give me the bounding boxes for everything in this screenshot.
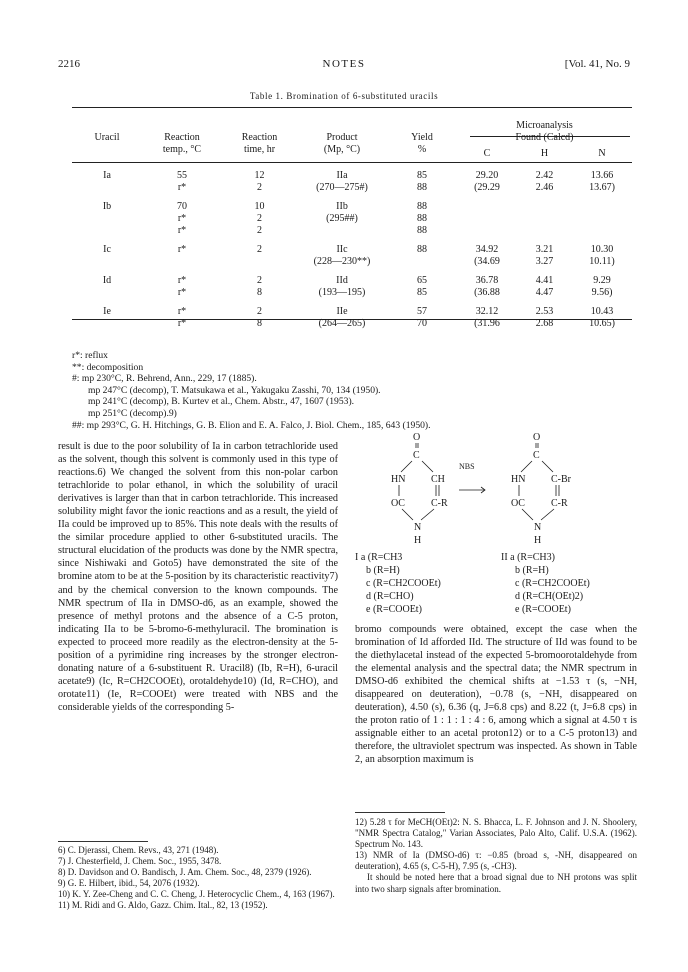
cell-temp: r*	[177, 306, 187, 317]
cell-temp: 70	[177, 201, 187, 212]
scheme-label-IId: d (R=CH(OEt)2)	[515, 591, 584, 602]
cell-yield: 88	[417, 244, 427, 255]
table-row	[72, 306, 632, 318]
right-paragraph: bromo compounds were obtained, except the case when the bromination of Id afforded IId. The structure of IId was found to be the diethylacetal instead of the expected 5-bromoorotaldehyde from the elemental analysis and the spectral data; the NMR spectrum in DMSO-d6 exhibited the chemical shifts at −1.53 τ (s, −NH, disappeared on deuteration), −0.78 (s, −NH, disappeared on deuteration), 4.50 (s), 6.36 (q, J=6.8 cps) and 8.22 (t, J=6.8 cps) in the proton ratio of 1 : 1 : 1 : 4 : 6, among which a signal at 4.50 τ is assignable either to an acetal proton12) or to a C-5 proton13) and therefore, the ultraviolet spectrum was inspected. As shown in Table 2, an absorption maximum is	[355, 624, 637, 766]
scheme-label-IIb: b (R=H)	[515, 565, 549, 576]
cell-product: IIc	[336, 244, 348, 255]
footnote-8: 8) D. Davidson and O. Bandisch, J. Am. Chem. Soc., 48, 2379 (1926).	[58, 867, 312, 878]
cell-H: 2.53	[535, 306, 554, 317]
svg-text:OC: OC	[391, 498, 405, 509]
cell-product	[297, 225, 387, 237]
scheme-label-Id: d (R=CHO)	[366, 591, 414, 602]
cell-time: 2	[257, 275, 262, 286]
cell-time: 2	[257, 213, 262, 224]
cell-time: 8	[257, 318, 262, 329]
cell-temp: r*	[177, 182, 187, 193]
cell-yield: 57	[417, 306, 427, 317]
note-reflux: r*: reflux	[72, 350, 108, 361]
cell-N: 10.43	[590, 306, 614, 317]
svg-text:HN: HN	[511, 474, 526, 485]
col-header-temp-2: temp., °C	[162, 144, 202, 155]
page-number: 2216	[58, 58, 80, 70]
cell-product: IIe	[336, 306, 348, 317]
cell-N	[572, 201, 632, 213]
col-header-time-2: time, hr	[243, 144, 276, 155]
table-row	[72, 244, 632, 256]
cell-temp: r*	[177, 213, 187, 224]
cell-product: IIb	[336, 201, 348, 212]
table-row	[72, 225, 632, 237]
cell-product: (228—230**)	[313, 256, 371, 267]
cell-time: 2	[257, 244, 262, 255]
running-header	[58, 58, 630, 74]
table-row	[72, 318, 632, 330]
cell-temp: r*	[177, 275, 187, 286]
svg-text:N: N	[414, 522, 422, 533]
cell-temp: r*	[177, 318, 187, 329]
svg-text:O: O	[533, 432, 541, 443]
cell-time: 8	[257, 287, 262, 298]
cell-time: 2	[257, 306, 262, 317]
cell-uracil: Id	[102, 275, 112, 286]
cell-yield: 70	[417, 318, 427, 329]
cell-product: (270—275#)	[316, 182, 368, 193]
cell-H: 2.68	[535, 318, 554, 329]
svg-text:CH: CH	[431, 474, 445, 485]
cell-temp: 55	[177, 170, 187, 181]
col-header-yield-2: %	[417, 144, 427, 155]
cell-uracil	[72, 225, 142, 237]
col-header-uracil: Uracil	[94, 132, 120, 143]
cell-product: (193—195)	[318, 287, 366, 298]
cell-C: (34.69	[474, 256, 500, 267]
note-hash-2: mp 247°C (decomp), T. Matsukawa et al., Yakugaku Zasshi, 70, 134 (1950).	[88, 384, 381, 396]
reagent-label: NBS	[459, 462, 475, 471]
section-title: NOTES	[322, 58, 366, 70]
cell-product: IIa	[336, 170, 348, 181]
svg-text:O: O	[413, 432, 421, 443]
cell-yield: 88	[417, 213, 427, 224]
footnote-9: 9) G. E. Hilbert, ibid., 54, 2076 (1932).	[58, 878, 200, 889]
cell-C: (36.88	[474, 287, 500, 298]
cell-uracil	[72, 287, 142, 299]
cell-C: (29.29	[474, 182, 500, 193]
cell-product: (264—265)	[318, 318, 366, 329]
cell-C: 34.92	[475, 244, 499, 255]
cell-C: 29.20	[475, 170, 499, 181]
footnote-11: 11) M. Ridi and G. Aldo, Gazz. Chim. Ital., 82, 13 (1952).	[58, 900, 268, 911]
cell-N: 10.65)	[589, 318, 615, 329]
cell-uracil: Ic	[103, 244, 111, 255]
table-row	[72, 275, 632, 287]
svg-text:N: N	[534, 522, 542, 533]
cell-time	[222, 256, 297, 268]
scheme-label-Ia: I a (R=CH3	[355, 552, 403, 563]
cell-uracil	[72, 318, 142, 330]
footnote-13-note: It should be noted here that a broad signal due to NH protons was split into two sharp signals after bromination.	[355, 872, 637, 894]
cell-N: 9.56)	[591, 287, 613, 298]
cell-H: 2.46	[535, 182, 554, 193]
note-hash-3: mp 241°C (decomp), B. Kurtev et al., Chem. Abstr., 47, 1607 (1953).	[88, 396, 355, 408]
cell-H: 2.42	[535, 170, 554, 181]
col-header-product-1: Product	[326, 132, 358, 143]
note-hash-4: mp 251°C (decomp).9)	[88, 407, 177, 419]
cell-N: 10.30	[590, 244, 614, 255]
footnotes-left	[58, 845, 338, 912]
cell-H: 3.21	[535, 244, 554, 255]
scheme-label-Ic: c (R=CH2COOEt)	[366, 578, 441, 589]
footnote-rule-left	[58, 841, 148, 842]
cell-C	[457, 213, 517, 225]
svg-text:C: C	[413, 450, 420, 461]
volume-info: [Vol. 41, No. 9	[564, 58, 630, 70]
col-header-time-1: Reaction	[241, 132, 278, 143]
svg-text:C-R: C-R	[431, 498, 448, 509]
table-row	[72, 182, 632, 194]
cell-N	[572, 225, 632, 237]
svg-text:OC: OC	[511, 498, 525, 509]
scheme-label-Ib: b (R=H)	[366, 565, 400, 576]
cell-uracil	[72, 256, 142, 268]
svg-text:HN: HN	[391, 474, 406, 485]
footnote-10: 10) K. Y. Zee-Cheng and C. C. Cheng, J. Heterocyclic Chem., 4, 163 (1967).	[58, 889, 335, 900]
cell-H: 4.47	[535, 287, 554, 298]
footnote-12: 12) 5.28 τ for MeCH(OEt)2: N. S. Bhacca, L. F. Johnson and J. N. Shoolery, "NMR Spectra Catalog," Varian Associates, Palo Alto, Calif. U.S.A. (1962). Spectrum No. 143.	[355, 817, 637, 850]
cell-uracil: Ia	[103, 170, 111, 181]
svg-text:C-Br: C-Br	[551, 474, 571, 485]
col-header-N: N	[598, 148, 606, 159]
table-caption: Table 1. Bromination of 6-substituted uracils	[249, 91, 439, 101]
cell-H: 3.27	[535, 256, 554, 267]
cell-yield: 85	[417, 170, 427, 181]
cell-H	[517, 213, 572, 225]
cell-temp	[142, 256, 222, 268]
cell-temp: r*	[177, 287, 187, 298]
left-paragraph: result is due to the poor solubility of Ia in carbon tetrachloride used as the solvent, though this solvent is commonly used in this type of reactions.6) We changed the solvent from this non-polar carbon tetrachloride to polar ethanol, in which the solubility of uracil derivatives is larger than that in carbon tetrachloride. This increased solubility might favor the ionic reactions and as a result, the yield of IIa could be improved up to 85%. This note deals with the results of the similar procedure applied to other 6-substituted uracils. The structural elucidation of the products was done by the NMR spectra, since Nishiwaki and Goto5) have demonstrated the site of the bromine atom to be at the 5-position by its characteristic reactivity7) and by the chemical conversion to the known compounds. The NMR spectrum of IIa in DMSO-d6, as an example, showed the presence of methyl protons and the absence of a C-5 proton, indicating IIa to be 5-bromo-6-methyluracil. The bromination is expected to proceed more readily as the electron-density at the 5-position of a pyrimidine ring increases by the stronger electron-donating nature of a 6-substituent R. Uracil8) (Ib, R=H), 6-uracil acetate9) (Ic, R=CH2COOEt), orotaldehyde10) (Id, R=CHO), and orotate11) (Ie, R=COOEt) were treated with NBS and the considerable yields of the corresponding 5-	[58, 441, 338, 713]
cell-time: 10	[254, 201, 265, 212]
cell-yield	[387, 256, 457, 268]
svg-text:C: C	[533, 450, 540, 461]
svg-text:C-R: C-R	[551, 498, 568, 509]
footnote-6: 6) C. Djerassi, Chem. Revs., 43, 271 (1948).	[58, 845, 219, 855]
cell-product: IId	[336, 275, 348, 286]
left-column-text	[58, 440, 338, 836]
table-row	[72, 256, 632, 268]
cell-N: 10.11)	[589, 256, 615, 267]
cell-uracil	[72, 213, 142, 225]
cell-yield: 65	[417, 275, 427, 286]
footnote-rule-right	[355, 812, 445, 813]
cell-yield: 85	[417, 287, 427, 298]
svg-text:H: H	[534, 535, 542, 546]
table-row	[72, 287, 632, 299]
cell-C	[457, 201, 517, 213]
table-top-rule	[72, 107, 632, 108]
cell-uracil: Ie	[103, 306, 111, 317]
cell-uracil: Ib	[102, 201, 112, 212]
cell-N: 13.66	[590, 170, 614, 181]
col-header-micro-1: Microanalysis	[516, 120, 573, 131]
cell-temp: r*	[177, 225, 187, 236]
scheme-label-IIc: c (R=CH2COOEt)	[515, 578, 590, 589]
cell-N: 9.29	[593, 275, 611, 286]
table-row	[72, 170, 632, 182]
cell-C: 32.12	[475, 306, 499, 317]
cell-yield: 88	[417, 201, 427, 212]
cell-yield: 88	[417, 182, 427, 193]
cell-H	[517, 201, 572, 213]
table-notes	[72, 350, 632, 431]
footnote-13: 13) NMR of Ia (DMSO-d6) τ: −0.85 (broad s, -NH, disappeared on deuteration), 4.65 (s, C-5-H), 7.95 (s, -CH3).	[355, 850, 637, 872]
cell-time: 12	[254, 170, 265, 181]
col-header-micro-2: Found (Calcd)	[515, 132, 574, 143]
cell-C: 36.78	[475, 275, 499, 286]
cell-C	[457, 225, 517, 237]
col-header-C: C	[483, 148, 491, 159]
cell-product: (295##)	[326, 213, 358, 224]
col-header-temp-1: Reaction	[164, 132, 200, 143]
note-decomposition: **: decomposition	[72, 361, 144, 373]
footnotes-right	[355, 817, 637, 895]
table-row	[72, 201, 632, 213]
table-row	[72, 213, 632, 225]
cell-uracil	[72, 182, 142, 194]
cell-time: 2	[257, 225, 262, 236]
cell-N: 13.67)	[589, 182, 615, 193]
col-header-product-2: (Mp, °C)	[323, 144, 361, 155]
right-column-text	[355, 623, 637, 807]
cell-time: 2	[257, 182, 262, 193]
col-header-H: H	[540, 148, 549, 159]
cell-temp: r*	[177, 244, 187, 255]
scheme-label-IIe: e (R=COOEt)	[515, 604, 571, 615]
cell-yield: 88	[417, 225, 427, 236]
cell-C: (31.96	[474, 318, 500, 329]
bromination-table	[72, 112, 632, 330]
svg-text:H: H	[414, 535, 422, 546]
note-hash: #: mp 230°C, R. Behrend, Ann., 229, 17 (1885).	[72, 373, 257, 385]
note-double-hash: ##: mp 293°C, G. H. Hitchings, G. B. Elion and E. A. Falco, J. Biol. Chem., 185, 643 (1950).	[72, 419, 431, 431]
cell-H	[517, 225, 572, 237]
cell-H: 4.41	[535, 275, 554, 286]
cell-N	[572, 213, 632, 225]
scheme-label-IIa: II a (R=CH3)	[501, 552, 555, 563]
footnote-7: 7) J. Chesterfield, J. Chem. Soc., 1955, 3478.	[58, 856, 222, 867]
scheme-label-Ie: e (R=COOEt)	[366, 604, 422, 615]
col-header-yield-1: Yield	[411, 132, 433, 143]
